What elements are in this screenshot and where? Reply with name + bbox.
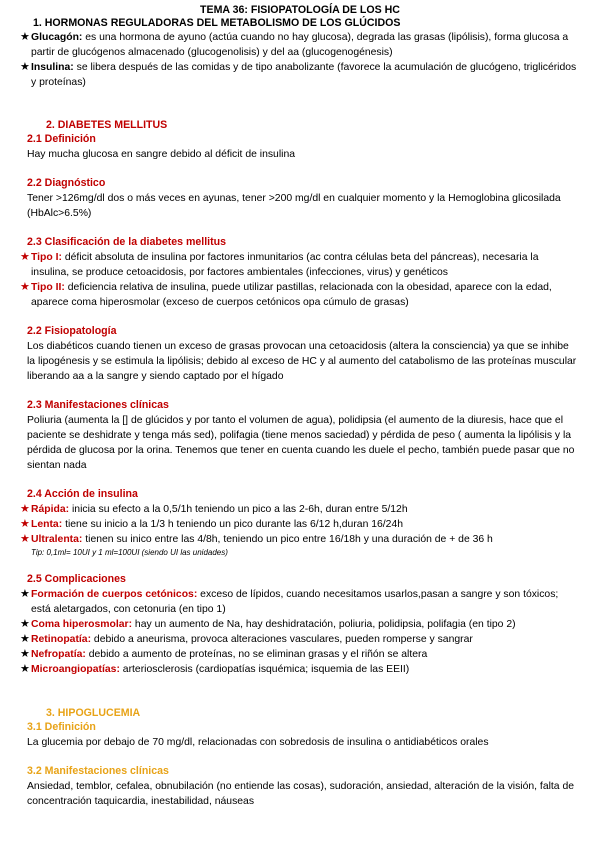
complications-list xyxy=(0,587,600,677)
classification-list xyxy=(0,250,600,310)
subheading: 2.1 Definición xyxy=(27,133,96,145)
item-text: tiene su inicio a la 1/3 h teniendo un pico durante las 6/12 h,duran 16/24h xyxy=(62,519,404,530)
subheading: 2.5 Complicaciones xyxy=(27,573,126,585)
star-bullet-icon: ★ xyxy=(20,588,30,600)
item-label: Glucagón: xyxy=(31,32,83,43)
paragraph: Poliuria (aumenta la [] de glúcidos y por tanto el volumen de agua), polidipsia (el aumento de la diuresis, hace que el paciente se deshidrate y tenga más sed), polifagia (tiene menos saciedad) y pérdida de peso ( aumenta la lipólisis y la pérdida de glucosa por la orina. Tenemos que tener en cuenta cuando les duele el pecho, también puede pasar que no sientan nada xyxy=(27,415,575,471)
list-item xyxy=(0,280,600,310)
paragraph: Tener >126mg/dl dos o más veces en ayunas, tener >200 mg/dl en cualquier momento y la Hemoglobina glicosilada (HbAlc>6.5%) xyxy=(27,193,561,219)
subheading: 2.3 Clasificación de la diabetes mellitus xyxy=(27,236,227,248)
document-page xyxy=(0,4,600,852)
item-text: déficit absoluta de insulina por factores inmunitarios (ac contra células beta del páncreas), necesaria la insulina, se produce cetoacidosis, por factores ambientales (infecciones, virus) y genéticos xyxy=(31,252,539,278)
item-label: Lenta: xyxy=(31,519,63,530)
item-label: Rápida: xyxy=(31,504,70,515)
list-item xyxy=(0,517,600,532)
paragraph: Ansiedad, temblor, cefalea, obnubilación (no entiende las cosas), sudoración, ansiedad, alteración de la visión, falta de concentración taquicardia, inestabilidad, náuseas xyxy=(27,781,575,807)
star-bullet-icon: ★ xyxy=(20,61,30,73)
item-text: arteriosclerosis (cardiopatías isquémica; isquemia de las EEII) xyxy=(119,664,410,675)
item-label: Tipo II: xyxy=(31,282,65,293)
tip-note: Tip: 0,1ml= 10UI y 1 ml=100UI (siendo UI las unidades) xyxy=(31,548,228,557)
item-text: se libera después de las comidas y de tipo anabolizante (favorece la acumulación de glucógeno, triglicéridos y proteínas) xyxy=(31,62,577,88)
paragraph: La glucemia por debajo de 70 mg/dl, relacionadas con sobredosis de insulina o antidiabéticos orales xyxy=(27,737,489,748)
section-3-heading: 3. HIPOGLUCEMIA xyxy=(46,707,141,719)
subheading: 3.2 Manifestaciones clínicas xyxy=(27,765,169,777)
subheading: 2.2 Fisiopatología xyxy=(27,325,117,337)
subheading: 2.3 Manifestaciones clínicas xyxy=(27,399,169,411)
item-text: exceso de lípidos, cuando necesitamos usarlos,pasan a sangre y son tóxicos; está aletargados, con cetonuria (en tipo 1) xyxy=(31,589,559,615)
subheading: 2.4 Acción de insulina xyxy=(27,488,138,500)
section-2-heading: 2. DIABETES MELLITUS xyxy=(46,119,168,131)
hormones-list xyxy=(0,30,600,90)
paragraph: Los diabéticos cuando tienen un exceso de grasas provocan una cetoacidosis (altera la consciencia) ya que se inhibe la lipogénesis y se estimula la lipólisis; debido al exceso de HC y al aumento del catabolismo de las proteínas muscular liberando aa a la sangre y siendo captado por el hígado xyxy=(27,341,577,382)
item-label: Coma hiperosmolar: xyxy=(31,619,133,630)
list-item xyxy=(0,250,600,280)
item-text: inicia su efecto a la 0,5/1h teniendo un pico a las 2-6h, duran entre 5/12h xyxy=(69,504,408,515)
item-label: Nefropatía: xyxy=(31,649,86,660)
item-label: Retinopatía: xyxy=(31,634,92,645)
item-label: Tipo I: xyxy=(31,252,62,263)
document-title: TEMA 36: FISIOPATOLOGÍA DE LOS HC xyxy=(200,4,400,16)
list-item xyxy=(0,30,600,60)
list-item xyxy=(0,662,600,677)
section-1-heading: 1. HORMONAS REGULADORAS DEL METABOLISMO DE LOS GLÚCIDOS xyxy=(33,17,401,29)
star-bullet-icon: ★ xyxy=(20,503,30,515)
item-text: tienen su inico entre las 4/8h, teniendo un pico entre 16/18h y una duración de + de 36 h xyxy=(82,534,493,545)
star-bullet-icon: ★ xyxy=(20,663,30,675)
item-text: debido a aneurisma, provoca alteraciones vasculares, pueden romperse y sangrar xyxy=(91,634,473,645)
list-item xyxy=(0,632,600,647)
item-label: Insulina: xyxy=(31,62,74,73)
star-bullet-icon: ★ xyxy=(20,533,30,545)
star-bullet-icon: ★ xyxy=(20,518,30,530)
item-text: es una hormona de ayuno (actúa cuando no hay glucosa), degrada las grasas (lipólisis), forma glucosa a partir de glucógenos almacenado (glucogenolisis) y del aa (glucogenogénesis) xyxy=(31,32,569,58)
paragraph: Hay mucha glucosa en sangre debido al déficit de insulina xyxy=(27,149,296,160)
list-item xyxy=(0,60,600,90)
list-item xyxy=(0,617,600,632)
star-bullet-icon: ★ xyxy=(20,31,30,43)
subheading: 3.1 Definición xyxy=(27,721,96,733)
list-item xyxy=(0,532,600,547)
subheading: 2.2 Diagnóstico xyxy=(27,177,106,189)
item-label: Formación de cuerpos cetónicos: xyxy=(31,589,198,600)
list-item xyxy=(0,502,600,517)
item-label: Microangiopatías: xyxy=(31,664,120,675)
list-item xyxy=(0,647,600,662)
star-bullet-icon: ★ xyxy=(20,648,30,660)
star-bullet-icon: ★ xyxy=(20,618,30,630)
item-label: Ultralenta: xyxy=(31,534,83,545)
star-bullet-icon: ★ xyxy=(20,281,30,293)
list-item xyxy=(0,587,600,617)
insulin-action-list xyxy=(0,502,600,547)
item-text: debido a aumento de proteínas, no se eliminan grasas y el riñón se altera xyxy=(85,649,428,660)
star-bullet-icon: ★ xyxy=(20,251,30,263)
item-text: hay un aumento de Na, hay deshidratación, poliuria, polidipsia, polifagia (en tipo 2) xyxy=(132,619,516,630)
item-text: deficiencia relativa de insulina, puede utilizar pastillas, relacionada con la obesidad, aparece con la edad, aparece coma hiperosmolar (exceso de cuerpos cetónicos opa cúmulo de grasas) xyxy=(31,282,552,308)
star-bullet-icon: ★ xyxy=(20,633,30,645)
